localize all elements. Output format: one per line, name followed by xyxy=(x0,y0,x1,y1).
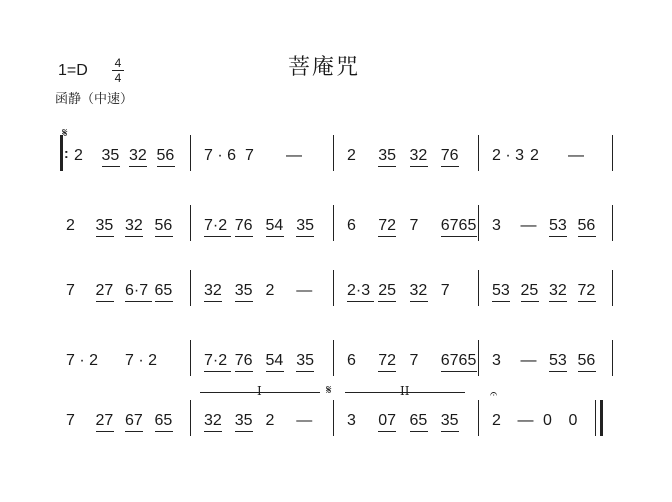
beam-underline xyxy=(378,371,396,372)
tempo-marking: 函静（中速） xyxy=(55,92,134,107)
note: 72 xyxy=(378,217,397,234)
beam-underline xyxy=(347,301,374,302)
final-barline xyxy=(595,400,596,436)
beam-underline xyxy=(378,166,396,167)
beam-underline xyxy=(578,301,596,302)
note: 76 xyxy=(440,147,459,164)
note: 7 · 2 xyxy=(66,352,99,369)
beam-underline xyxy=(296,236,314,237)
beam-underline xyxy=(235,236,253,237)
note: 35 xyxy=(296,217,315,234)
note: — xyxy=(520,217,537,234)
beam-underline xyxy=(204,301,222,302)
beam-underline xyxy=(102,166,120,167)
barline xyxy=(478,340,479,376)
beam-underline xyxy=(296,371,314,372)
repeat-start-dots: : xyxy=(64,145,69,161)
beam-underline xyxy=(125,431,143,432)
beam-underline xyxy=(378,301,396,302)
note: 76 xyxy=(234,352,253,369)
score-row xyxy=(0,205,672,245)
note: — xyxy=(296,412,313,429)
beam-underline xyxy=(549,371,567,372)
note: — xyxy=(517,412,534,429)
note: 2 xyxy=(66,217,75,234)
note: 56 xyxy=(577,217,596,234)
note: 0 xyxy=(568,412,578,429)
note: 72 xyxy=(577,282,596,299)
beam-underline xyxy=(96,301,114,302)
note: 2·3 xyxy=(347,282,371,299)
beam-underline xyxy=(266,371,284,372)
beam-underline xyxy=(157,166,175,167)
fermata-mark: 𝄐 xyxy=(490,386,498,401)
note: 35 xyxy=(378,147,397,164)
barline xyxy=(190,400,191,436)
note: 6 xyxy=(347,352,356,369)
score-row xyxy=(0,270,672,310)
score-row xyxy=(0,382,672,440)
note: 7 xyxy=(66,282,75,299)
note: 7 xyxy=(440,282,450,299)
note: 67 xyxy=(125,412,143,429)
beam-underline xyxy=(549,301,567,302)
barline xyxy=(612,340,613,376)
note: 6765 xyxy=(440,352,477,369)
barline xyxy=(478,400,479,436)
note: 3 xyxy=(492,217,501,234)
beam-underline xyxy=(96,236,114,237)
beam-underline xyxy=(410,431,428,432)
volta-2-label: II xyxy=(400,384,410,398)
note: 2 xyxy=(265,282,275,299)
barline xyxy=(333,135,334,171)
note: — xyxy=(286,147,302,164)
barline xyxy=(600,400,603,436)
note: 35 xyxy=(440,412,459,429)
beam-underline xyxy=(578,236,596,237)
beam-underline xyxy=(155,301,173,302)
note: 25 xyxy=(378,282,397,299)
beam-underline xyxy=(125,301,152,302)
beam-underline xyxy=(378,431,396,432)
note: 32 xyxy=(204,412,222,429)
beam-underline xyxy=(492,301,510,302)
beam-underline xyxy=(125,236,143,237)
beam-underline xyxy=(578,371,596,372)
note: 35 xyxy=(234,412,253,429)
note: 35 xyxy=(95,217,114,234)
beam-underline xyxy=(410,301,428,302)
note: 32 xyxy=(129,147,147,164)
beam-underline xyxy=(441,371,477,372)
beam-underline xyxy=(204,236,231,237)
note: 7 xyxy=(245,147,254,164)
beam-underline xyxy=(521,301,539,302)
beam-underline xyxy=(129,166,147,167)
note: 3 xyxy=(347,412,356,429)
note: 7 · 2 xyxy=(125,352,158,369)
note: 76 xyxy=(234,217,253,234)
note: 32 xyxy=(204,282,222,299)
note: 35 xyxy=(296,352,315,369)
note: 53 xyxy=(549,217,567,234)
time-signature-bottom: 4 xyxy=(114,71,122,85)
note: — xyxy=(520,352,537,369)
beam-underline xyxy=(235,431,253,432)
note: 65 xyxy=(154,282,173,299)
note: 3 xyxy=(492,352,501,369)
beam-underline xyxy=(378,236,396,237)
note: 35 xyxy=(234,282,253,299)
note: 2 · 3 xyxy=(492,147,525,164)
note: 2 xyxy=(74,147,83,164)
beam-underline xyxy=(204,431,222,432)
note: 72 xyxy=(378,352,397,369)
barline xyxy=(478,270,479,306)
beam-underline xyxy=(441,236,477,237)
note: 0 xyxy=(543,412,552,429)
note: 25 xyxy=(520,282,539,299)
beam-underline xyxy=(155,236,173,237)
barline xyxy=(478,135,479,171)
note: 32 xyxy=(549,282,567,299)
note: 65 xyxy=(409,412,428,429)
note: 54 xyxy=(265,217,284,234)
volta-1-label: I xyxy=(257,384,262,398)
note: 35 xyxy=(101,147,120,164)
note: 32 xyxy=(125,217,143,234)
note: 07 xyxy=(378,412,397,429)
beam-underline xyxy=(155,431,173,432)
barline xyxy=(333,340,334,376)
beam-underline xyxy=(549,236,567,237)
time-signature-top: 4 xyxy=(114,56,122,70)
note: 32 xyxy=(409,147,428,164)
note: — xyxy=(296,282,313,299)
beam-underline xyxy=(96,431,114,432)
note: 65 xyxy=(154,412,173,429)
note: 2 xyxy=(347,147,356,164)
score-row xyxy=(0,340,672,380)
beam-underline xyxy=(410,166,428,167)
song-title: 菩庵咒 xyxy=(288,55,361,80)
beam-underline xyxy=(235,301,253,302)
note: 7 · 6 xyxy=(204,147,237,164)
note: 53 xyxy=(549,352,567,369)
beam-underline xyxy=(266,236,284,237)
note: 56 xyxy=(156,147,175,164)
note: 2 xyxy=(530,147,539,164)
barline xyxy=(190,340,191,376)
note: 32 xyxy=(409,282,428,299)
barline xyxy=(333,205,334,241)
note: — xyxy=(568,147,584,164)
barline xyxy=(333,270,334,306)
note: 27 xyxy=(95,412,114,429)
note: 54 xyxy=(265,352,284,369)
barline xyxy=(612,270,613,306)
beam-underline xyxy=(441,431,459,432)
time-signature xyxy=(112,57,124,84)
beam-underline xyxy=(235,371,253,372)
barline xyxy=(190,270,191,306)
note: 7·2 xyxy=(204,352,228,369)
note: 56 xyxy=(154,217,173,234)
beam-underline xyxy=(204,371,231,372)
note: 56 xyxy=(577,352,596,369)
note: 6765 xyxy=(440,217,477,234)
key-signature: 1=D xyxy=(58,62,88,79)
barline xyxy=(478,205,479,241)
note: 7 xyxy=(66,412,75,429)
beam-underline xyxy=(441,166,459,167)
note: 2 xyxy=(265,412,275,429)
barline xyxy=(190,135,191,171)
score-row xyxy=(0,125,672,175)
note: 6 xyxy=(347,217,356,234)
barline xyxy=(612,205,613,241)
barline xyxy=(190,205,191,241)
note: 7 xyxy=(409,352,419,369)
note: 7 xyxy=(409,217,419,234)
note: 6·7 xyxy=(125,282,149,299)
barline xyxy=(612,135,613,171)
note: 2 xyxy=(492,412,501,429)
note: 27 xyxy=(95,282,114,299)
note: 7·2 xyxy=(204,217,228,234)
barline xyxy=(333,400,334,436)
segno-mark: 𝄋 xyxy=(62,125,68,140)
segno-mark: 𝄋 xyxy=(326,382,332,397)
note: 53 xyxy=(492,282,510,299)
